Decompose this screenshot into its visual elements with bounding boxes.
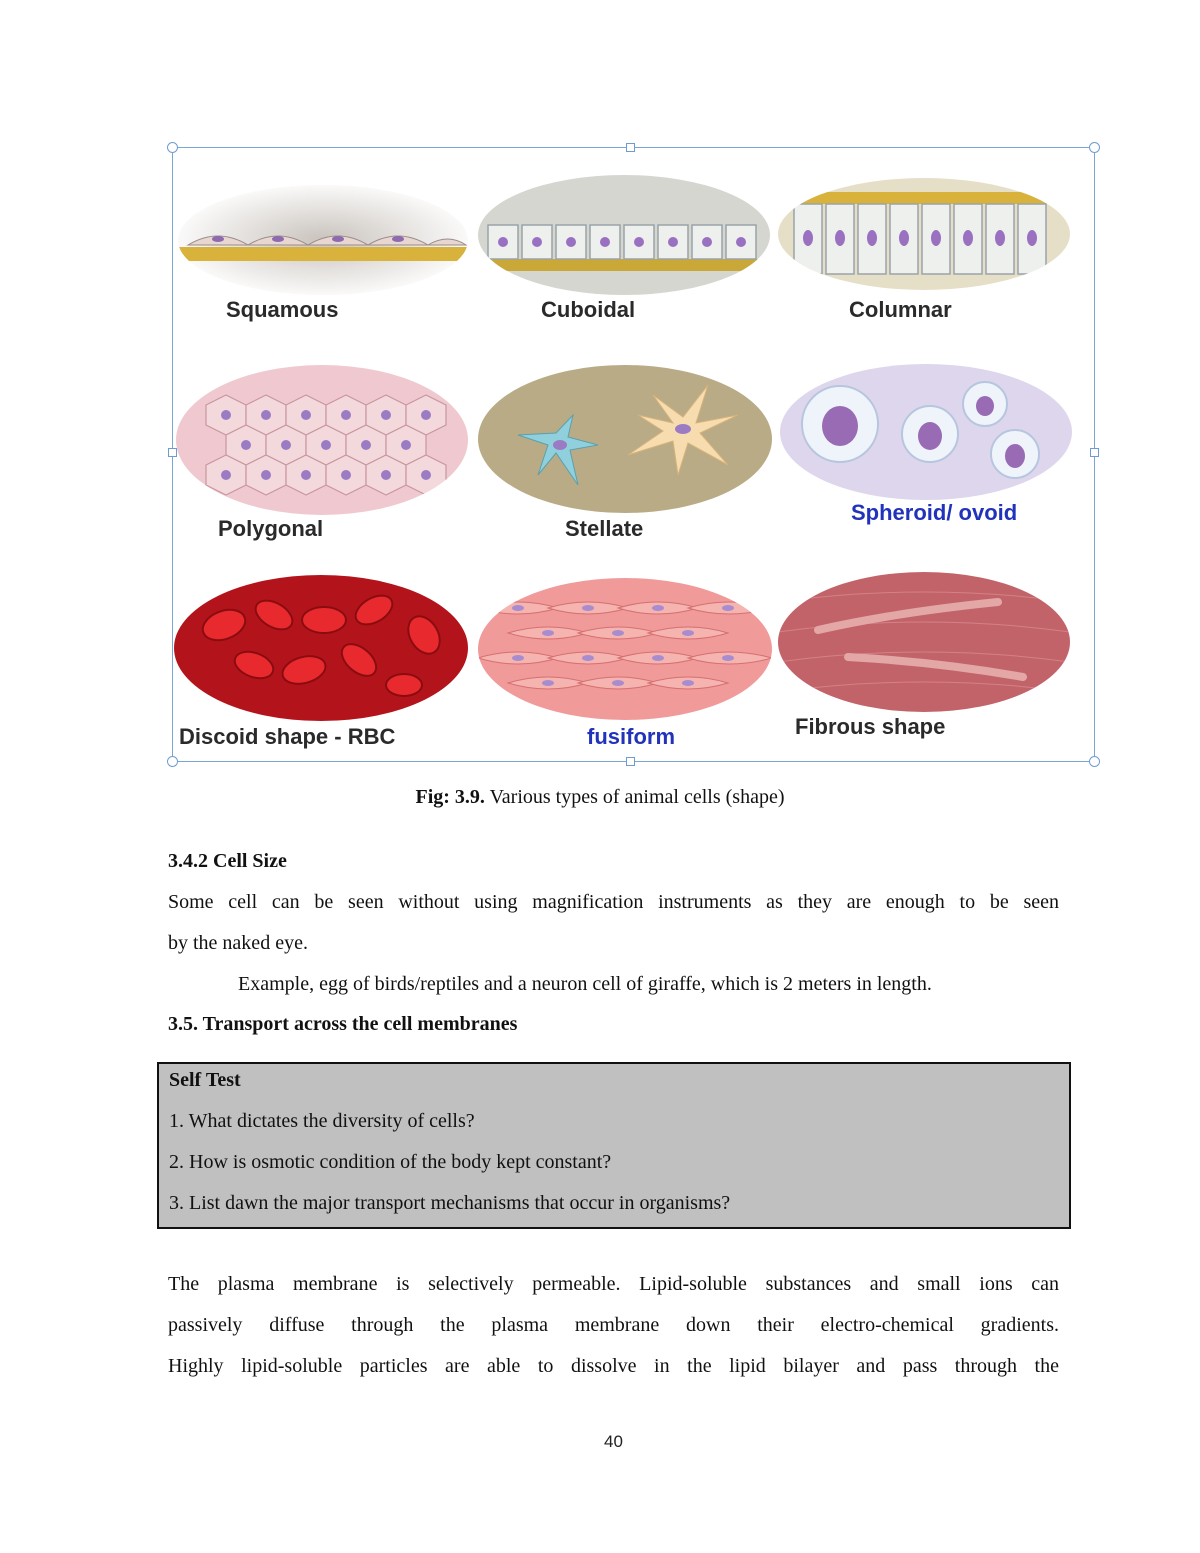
polygonal-label: Polygonal <box>218 516 324 541</box>
spheroid-label: Spheroid/ ovoid <box>851 500 1018 525</box>
fusiform-label: fusiform <box>587 724 675 749</box>
cuboidal-label: Cuboidal <box>541 297 636 322</box>
cell-size-line-2: by the naked eye. <box>168 932 308 954</box>
cell-size-example: Example, egg of birds/reptiles and a neuron cell of giraffe, which is 2 meters in length. <box>238 973 932 995</box>
spheroid-cell-image <box>780 364 1072 500</box>
body-line-2: passively diffuse through the plasma membrane down their electro-chemical gradients. <box>168 1314 1059 1336</box>
figure-caption <box>0 786 1200 809</box>
fibrous-cell-image <box>778 572 1070 712</box>
self-test-box <box>157 1062 1071 1229</box>
resize-handle-bottom-left[interactable] <box>167 756 178 767</box>
resize-handle-top-left[interactable] <box>167 142 178 153</box>
body-line-1: The plasma membrane is selectively permeable. Lipid-soluble substances and small ions can <box>168 1273 1059 1295</box>
cuboidal-cell-image <box>478 175 770 295</box>
columnar-label: Columnar <box>849 297 952 322</box>
columnar-cell-image <box>778 178 1070 290</box>
resize-handle-top[interactable] <box>626 143 635 152</box>
resize-handle-bottom-right[interactable] <box>1089 756 1100 767</box>
discoid-label: Discoid shape - RBC <box>179 724 396 749</box>
stellate-label: Stellate <box>565 516 644 541</box>
page-number: 40 <box>604 1432 623 1451</box>
caption-text: Various types of animal cells (shape) <box>484 786 785 808</box>
squamous-cell-image <box>178 185 468 295</box>
caption-number: Fig: 3.9. <box>415 786 485 808</box>
self-test-question-1: 1. What dictates the diversity of cells? <box>169 1110 475 1132</box>
cell-size-heading: 3.4.2 Cell Size <box>168 850 287 872</box>
squamous-label: Squamous <box>226 297 339 322</box>
discoid-rbc-image <box>174 575 468 721</box>
fusiform-cell-image <box>478 578 772 720</box>
fibrous-label: Fibrous shape <box>795 714 946 739</box>
transport-heading: 3.5. Transport across the cell membranes <box>168 1013 518 1035</box>
resize-handle-right[interactable] <box>1090 448 1099 457</box>
body-line-3: Highly lipid-soluble particles are able to dissolve in the lipid bilayer and pass through the <box>168 1355 1059 1377</box>
cell-size-line-1: Some cell can be seen without using magnification instruments as they are enough to be seen <box>168 891 1059 913</box>
self-test-question-3: 3. List dawn the major transport mechanisms that occur in organisms? <box>169 1192 731 1214</box>
self-test-question-2: 2. How is osmotic condition of the body kept constant? <box>169 1151 612 1173</box>
resize-handle-top-right[interactable] <box>1089 142 1100 153</box>
resize-handle-left[interactable] <box>168 448 177 457</box>
self-test-title: Self Test <box>169 1069 241 1091</box>
stellate-cell-image <box>478 365 772 513</box>
resize-handle-bottom[interactable] <box>626 757 635 766</box>
polygonal-cell-image <box>176 365 468 515</box>
